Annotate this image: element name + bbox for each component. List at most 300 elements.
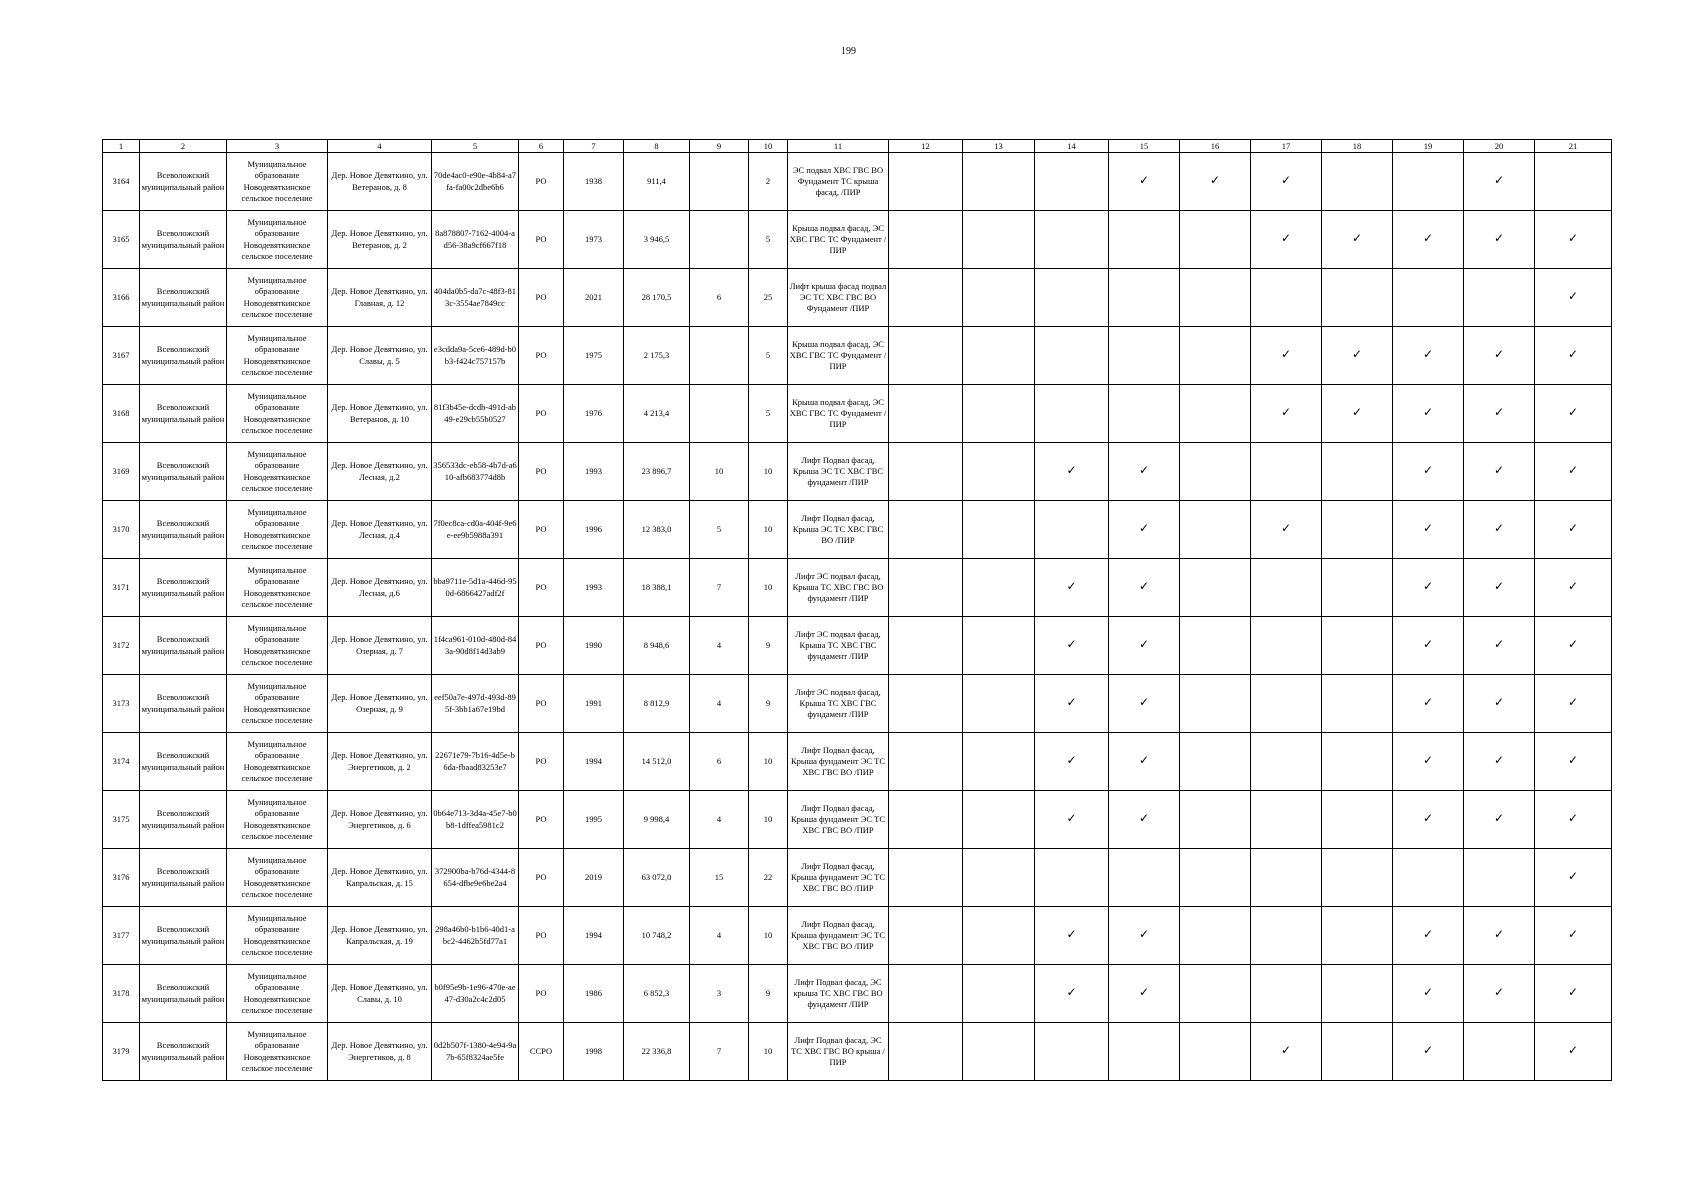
row-number-cell: 3167 <box>103 327 140 385</box>
column-number-cell: 7 <box>564 140 624 153</box>
work-column-18-cell <box>1322 791 1393 849</box>
row-number-cell: 3165 <box>103 211 140 269</box>
work-column-17-cell <box>1251 559 1322 617</box>
check-mark-icon: ✓ <box>1138 521 1150 536</box>
check-mark-icon: ✓ <box>1493 173 1505 188</box>
table-row <box>103 501 1612 559</box>
district-cell: Всеволожский муниципальный район <box>140 501 227 559</box>
row-number-cell: 3169 <box>103 443 140 501</box>
district-cell: Всеволожский муниципальный район <box>140 269 227 327</box>
check-mark-icon: ✓ <box>1422 1043 1434 1058</box>
address-cell: Дер. Новое Девяткино, ул. Главная, д. 12 <box>328 269 432 327</box>
check-mark-icon: ✓ <box>1422 753 1434 768</box>
check-mark-icon: ✓ <box>1280 521 1292 536</box>
work-column-15-cell <box>1109 559 1180 617</box>
fund-type-cell: РО <box>519 327 564 385</box>
fund-type-cell: РО <box>519 849 564 907</box>
area-cell: 3 946,5 <box>624 211 690 269</box>
column-number-cell: 17 <box>1251 140 1322 153</box>
works-list-cell: Крыша подвал фасад, ЭС ХВС ГВС ТС Фундамент /ПИР <box>788 385 889 443</box>
work-column-20-cell <box>1464 327 1535 385</box>
address-cell: Дер. Новое Девяткино, ул. Озерная, д. 9 <box>328 675 432 733</box>
check-mark-icon: ✓ <box>1066 579 1077 594</box>
check-mark-icon: ✓ <box>1351 231 1363 246</box>
district-cell: Всеволожский муниципальный район <box>140 675 227 733</box>
work-column-14-cell <box>1035 675 1109 733</box>
work-column-18-cell <box>1322 675 1393 733</box>
work-column-13-cell <box>963 907 1035 965</box>
work-column-15-cell <box>1109 211 1180 269</box>
district-cell: Всеволожский муниципальный район <box>140 965 227 1023</box>
build-year-cell: 1986 <box>564 965 624 1023</box>
column-number-cell: 10 <box>749 140 788 153</box>
work-column-17-cell <box>1251 1023 1322 1081</box>
fund-type-cell: РО <box>519 617 564 675</box>
works-list-cell: Лифт Подвал фасад, Крыша ЭС ТС ХВС ГВС фундамент /ПИР <box>788 443 889 501</box>
work-column-19-cell <box>1393 1023 1464 1081</box>
work-column-17-cell <box>1251 907 1322 965</box>
row-number-cell: 3174 <box>103 733 140 791</box>
work-column-21-cell <box>1535 791 1612 849</box>
work-column-12-cell <box>889 733 963 791</box>
municipality-cell: Муниципальное образование Новодевяткинское сельское поселение <box>227 559 328 617</box>
work-column-21-cell <box>1535 501 1612 559</box>
check-mark-icon: ✓ <box>1493 463 1505 478</box>
col-10-cell: 10 <box>749 559 788 617</box>
check-mark-icon: ✓ <box>1493 231 1505 246</box>
check-mark-icon: ✓ <box>1138 927 1150 942</box>
work-column-19-cell <box>1393 791 1464 849</box>
works-list-cell: Лифт Подвал фасад, ЭС крыша ТС ХВС ГВС ВО фундамент /ПИР <box>788 965 889 1023</box>
fias-code-cell: 22671e79-7b16-4d5e-b6da-fbaad83253e7 <box>432 733 519 791</box>
work-column-19-cell <box>1393 211 1464 269</box>
address-cell: Дер. Новое Девяткино, ул. Лесная, д.6 <box>328 559 432 617</box>
district-cell: Всеволожский муниципальный район <box>140 327 227 385</box>
work-column-20-cell <box>1464 153 1535 211</box>
fund-type-cell: РО <box>519 501 564 559</box>
area-cell: 14 512,0 <box>624 733 690 791</box>
column-number-cell: 9 <box>690 140 749 153</box>
check-mark-icon: ✓ <box>1567 753 1579 768</box>
work-column-20-cell <box>1464 559 1535 617</box>
fund-type-cell: РО <box>519 675 564 733</box>
work-column-16-cell <box>1180 559 1251 617</box>
work-column-12-cell <box>889 965 963 1023</box>
check-mark-icon: ✓ <box>1280 231 1292 246</box>
col-10-cell: 10 <box>749 501 788 559</box>
work-column-20-cell <box>1464 617 1535 675</box>
work-column-19-cell <box>1393 617 1464 675</box>
table-row <box>103 849 1612 907</box>
works-list-cell: Лифт Подвал фасад, Крыша фундамент ЭС ТС ХВС ГВС ВО /ПИР <box>788 791 889 849</box>
table-row <box>103 733 1612 791</box>
work-column-19-cell <box>1393 269 1464 327</box>
work-column-16-cell <box>1180 791 1251 849</box>
work-column-15-cell <box>1109 501 1180 559</box>
row-number-cell: 3177 <box>103 907 140 965</box>
area-cell: 63 072,0 <box>624 849 690 907</box>
address-cell: Дер. Новое Девяткино, ул. Славы, д. 10 <box>328 965 432 1023</box>
work-column-16-cell <box>1180 385 1251 443</box>
work-column-17-cell <box>1251 791 1322 849</box>
work-column-18-cell <box>1322 327 1393 385</box>
fias-code-cell: 356533dc-eb58-4b7d-a610-afb683774d8b <box>432 443 519 501</box>
table-row <box>103 675 1612 733</box>
work-column-12-cell <box>889 907 963 965</box>
check-mark-icon: ✓ <box>1493 637 1505 652</box>
check-mark-icon: ✓ <box>1138 985 1150 1000</box>
area-cell: 8 812,9 <box>624 675 690 733</box>
work-column-17-cell <box>1251 733 1322 791</box>
work-column-18-cell <box>1322 385 1393 443</box>
check-mark-icon: ✓ <box>1422 521 1434 536</box>
column-number-cell: 21 <box>1535 140 1612 153</box>
column-number-cell: 12 <box>889 140 963 153</box>
works-list-cell: Лифт Подвал фасад, Крыша ЭС ТС ХВС ГВС ВО /ПИР <box>788 501 889 559</box>
work-column-16-cell <box>1180 675 1251 733</box>
work-column-17-cell <box>1251 385 1322 443</box>
column-number-cell: 19 <box>1393 140 1464 153</box>
work-column-12-cell <box>889 269 963 327</box>
table-row <box>103 791 1612 849</box>
work-column-18-cell <box>1322 211 1393 269</box>
column-number-cell: 13 <box>963 140 1035 153</box>
column-number-cell: 18 <box>1322 140 1393 153</box>
work-column-15-cell <box>1109 791 1180 849</box>
work-column-18-cell <box>1322 733 1393 791</box>
works-list-cell: Крыша подвал фасад, ЭС ХВС ГВС ТС Фундамент /ПИР <box>788 327 889 385</box>
table-row <box>103 617 1612 675</box>
check-mark-icon: ✓ <box>1066 463 1077 478</box>
check-mark-icon: ✓ <box>1493 347 1505 362</box>
district-cell: Всеволожский муниципальный район <box>140 617 227 675</box>
work-column-12-cell <box>889 617 963 675</box>
check-mark-icon: ✓ <box>1422 347 1434 362</box>
district-cell: Всеволожский муниципальный район <box>140 385 227 443</box>
work-column-16-cell <box>1180 907 1251 965</box>
table-row <box>103 211 1612 269</box>
row-number-cell: 3164 <box>103 153 140 211</box>
work-column-14-cell <box>1035 617 1109 675</box>
work-column-21-cell <box>1535 617 1612 675</box>
works-list-cell: Лифт Подвал фасад, Крыша фундамент ЭС ТС ХВС ГВС ВО /ПИР <box>788 907 889 965</box>
district-cell: Всеволожский муниципальный район <box>140 443 227 501</box>
column-number-cell: 14 <box>1035 140 1109 153</box>
work-column-17-cell <box>1251 675 1322 733</box>
work-column-18-cell <box>1322 269 1393 327</box>
fias-code-cell: 0b64e713-3d4a-45e7-b0b8-1dffea5981c2 <box>432 791 519 849</box>
build-year-cell: 1991 <box>564 675 624 733</box>
address-cell: Дер. Новое Девяткино, ул. Ветеранов, д. 8 <box>328 153 432 211</box>
column-number-cell: 2 <box>140 140 227 153</box>
check-mark-icon: ✓ <box>1567 231 1579 246</box>
work-column-21-cell <box>1535 385 1612 443</box>
check-mark-icon: ✓ <box>1567 463 1579 478</box>
works-list-cell: Лифт ЭС подвал фасад, Крыша ТС ХВС ГВС фундамент /ПИР <box>788 675 889 733</box>
row-number-cell: 3168 <box>103 385 140 443</box>
row-number-cell: 3173 <box>103 675 140 733</box>
work-column-16-cell <box>1180 153 1251 211</box>
work-column-18-cell <box>1322 153 1393 211</box>
check-mark-icon: ✓ <box>1567 1043 1579 1058</box>
row-number-cell: 3171 <box>103 559 140 617</box>
work-column-13-cell <box>963 849 1035 907</box>
work-column-15-cell <box>1109 327 1180 385</box>
works-list-cell: Лифт Подвал фасад, ЭС ТС ХВС ГВС ВО крыша /ПИР <box>788 1023 889 1081</box>
work-column-14-cell <box>1035 907 1109 965</box>
work-column-21-cell <box>1535 443 1612 501</box>
table-row <box>103 965 1612 1023</box>
table-row <box>103 1023 1612 1081</box>
work-column-18-cell <box>1322 559 1393 617</box>
work-column-21-cell <box>1535 675 1612 733</box>
check-mark-icon: ✓ <box>1567 695 1579 710</box>
column-number-cell: 4 <box>328 140 432 153</box>
address-cell: Дер. Новое Девяткино, ул. Энергетиков, д. 2 <box>328 733 432 791</box>
work-column-20-cell <box>1464 385 1535 443</box>
work-column-16-cell <box>1180 733 1251 791</box>
work-column-17-cell <box>1251 617 1322 675</box>
column-number-cell: 11 <box>788 140 889 153</box>
check-mark-icon: ✓ <box>1422 463 1434 478</box>
work-column-18-cell <box>1322 1023 1393 1081</box>
col-9-cell <box>690 385 749 443</box>
check-mark-icon: ✓ <box>1138 753 1150 768</box>
col-10-cell: 5 <box>749 327 788 385</box>
fund-type-cell: РО <box>519 153 564 211</box>
fund-type-cell: РО <box>519 443 564 501</box>
municipality-cell: Муниципальное образование Новодевяткинское сельское поселение <box>227 501 328 559</box>
work-column-13-cell <box>963 733 1035 791</box>
work-column-14-cell <box>1035 791 1109 849</box>
area-cell: 4 213,4 <box>624 385 690 443</box>
fund-type-cell: РО <box>519 211 564 269</box>
address-cell: Дер. Новое Девяткино, ул. Славы, д. 5 <box>328 327 432 385</box>
municipality-cell: Муниципальное образование Новодевяткинское сельское поселение <box>227 965 328 1023</box>
area-cell: 911,4 <box>624 153 690 211</box>
registry-body <box>103 140 1612 1081</box>
work-column-13-cell <box>963 965 1035 1023</box>
work-column-12-cell <box>889 849 963 907</box>
work-column-18-cell <box>1322 965 1393 1023</box>
check-mark-icon: ✓ <box>1066 927 1077 942</box>
work-column-16-cell <box>1180 617 1251 675</box>
fias-code-cell: 8a878807-7162-4004-ad56-38a9cf667f18 <box>432 211 519 269</box>
work-column-20-cell <box>1464 675 1535 733</box>
work-column-19-cell <box>1393 675 1464 733</box>
work-column-16-cell <box>1180 443 1251 501</box>
build-year-cell: 1995 <box>564 791 624 849</box>
work-column-18-cell <box>1322 617 1393 675</box>
work-column-13-cell <box>963 501 1035 559</box>
work-column-20-cell <box>1464 791 1535 849</box>
build-year-cell: 1994 <box>564 907 624 965</box>
work-column-20-cell <box>1464 501 1535 559</box>
work-column-15-cell <box>1109 675 1180 733</box>
work-column-21-cell <box>1535 1023 1612 1081</box>
col-10-cell: 25 <box>749 269 788 327</box>
work-column-15-cell <box>1109 153 1180 211</box>
check-mark-icon: ✓ <box>1567 985 1579 1000</box>
check-mark-icon: ✓ <box>1209 173 1221 188</box>
district-cell: Всеволожский муниципальный район <box>140 907 227 965</box>
municipality-cell: Муниципальное образование Новодевяткинское сельское поселение <box>227 211 328 269</box>
check-mark-icon: ✓ <box>1422 985 1434 1000</box>
address-cell: Дер. Новое Девяткино, ул. Ветеранов, д. 10 <box>328 385 432 443</box>
district-cell: Всеволожский муниципальный район <box>140 211 227 269</box>
row-number-cell: 3170 <box>103 501 140 559</box>
area-cell: 18 388,1 <box>624 559 690 617</box>
col-10-cell: 5 <box>749 211 788 269</box>
work-column-13-cell <box>963 153 1035 211</box>
work-column-17-cell <box>1251 443 1322 501</box>
col-9-cell: 4 <box>690 617 749 675</box>
work-column-19-cell <box>1393 385 1464 443</box>
work-column-14-cell <box>1035 211 1109 269</box>
area-cell: 10 748,2 <box>624 907 690 965</box>
col-9-cell <box>690 327 749 385</box>
col-9-cell: 15 <box>690 849 749 907</box>
housing-registry-table <box>102 139 1612 1081</box>
address-cell: Дер. Новое Девяткино, ул. Капральская, д. 15 <box>328 849 432 907</box>
check-mark-icon: ✓ <box>1493 405 1505 420</box>
work-column-16-cell <box>1180 1023 1251 1081</box>
col-9-cell: 4 <box>690 675 749 733</box>
work-column-15-cell <box>1109 849 1180 907</box>
fund-type-cell: РО <box>519 385 564 443</box>
check-mark-icon: ✓ <box>1493 579 1505 594</box>
work-column-12-cell <box>889 327 963 385</box>
build-year-cell: 1975 <box>564 327 624 385</box>
work-column-20-cell <box>1464 1023 1535 1081</box>
col-10-cell: 9 <box>749 965 788 1023</box>
check-mark-icon: ✓ <box>1280 173 1292 188</box>
check-mark-icon: ✓ <box>1567 347 1579 362</box>
check-mark-icon: ✓ <box>1567 405 1579 420</box>
municipality-cell: Муниципальное образование Новодевяткинское сельское поселение <box>227 675 328 733</box>
build-year-cell: 1998 <box>564 1023 624 1081</box>
work-column-21-cell <box>1535 327 1612 385</box>
check-mark-icon: ✓ <box>1422 231 1434 246</box>
check-mark-icon: ✓ <box>1351 347 1363 362</box>
check-mark-icon: ✓ <box>1351 405 1363 420</box>
work-column-12-cell <box>889 501 963 559</box>
fund-type-cell: РО <box>519 559 564 617</box>
work-column-13-cell <box>963 385 1035 443</box>
row-number-cell: 3166 <box>103 269 140 327</box>
row-number-cell: 3176 <box>103 849 140 907</box>
table-row <box>103 559 1612 617</box>
work-column-15-cell <box>1109 907 1180 965</box>
col-9-cell: 6 <box>690 733 749 791</box>
work-column-19-cell <box>1393 907 1464 965</box>
column-number-cell: 20 <box>1464 140 1535 153</box>
work-column-19-cell <box>1393 153 1464 211</box>
work-column-21-cell <box>1535 211 1612 269</box>
work-column-16-cell <box>1180 211 1251 269</box>
municipality-cell: Муниципальное образование Новодевяткинское сельское поселение <box>227 617 328 675</box>
build-year-cell: 1994 <box>564 733 624 791</box>
work-column-13-cell <box>963 443 1035 501</box>
municipality-cell: Муниципальное образование Новодевяткинское сельское поселение <box>227 733 328 791</box>
fund-type-cell: ССРО <box>519 1023 564 1081</box>
col-9-cell: 7 <box>690 559 749 617</box>
work-column-14-cell <box>1035 501 1109 559</box>
check-mark-icon: ✓ <box>1280 347 1292 362</box>
check-mark-icon: ✓ <box>1493 753 1505 768</box>
municipality-cell: Муниципальное образование Новодевяткинское сельское поселение <box>227 385 328 443</box>
address-cell: Дер. Новое Девяткино, ул. Капральская, д. 19 <box>328 907 432 965</box>
address-cell: Дер. Новое Девяткино, ул. Лесная, д.2 <box>328 443 432 501</box>
fias-code-cell: b0f95e9b-1e96-470e-ae47-d30a2c4c2d05 <box>432 965 519 1023</box>
municipality-cell: Муниципальное образование Новодевяткинское сельское поселение <box>227 849 328 907</box>
work-column-13-cell <box>963 327 1035 385</box>
work-column-12-cell <box>889 559 963 617</box>
build-year-cell: 1938 <box>564 153 624 211</box>
build-year-cell: 2019 <box>564 849 624 907</box>
district-cell: Всеволожский муниципальный район <box>140 1023 227 1081</box>
fias-code-cell: bba9711e-5d1a-446d-950d-6866427adf2f <box>432 559 519 617</box>
work-column-18-cell <box>1322 907 1393 965</box>
fias-code-cell: eef50a7e-497d-493d-895f-3bb1a67e19bd <box>432 675 519 733</box>
check-mark-icon: ✓ <box>1493 521 1505 536</box>
area-cell: 12 383,0 <box>624 501 690 559</box>
check-mark-icon: ✓ <box>1422 811 1434 826</box>
col-9-cell: 6 <box>690 269 749 327</box>
address-cell: Дер. Новое Девяткино, ул. Лесная, д.4 <box>328 501 432 559</box>
col-10-cell: 9 <box>749 675 788 733</box>
work-column-20-cell <box>1464 907 1535 965</box>
work-column-15-cell <box>1109 733 1180 791</box>
row-number-cell: 3178 <box>103 965 140 1023</box>
check-mark-icon: ✓ <box>1422 927 1434 942</box>
check-mark-icon: ✓ <box>1422 579 1434 594</box>
check-mark-icon: ✓ <box>1138 463 1150 478</box>
works-list-cell: Лифт крыша фасад подвал ЭС ТС ХВС ГВС ВО Фундамент /ПИР <box>788 269 889 327</box>
col-9-cell <box>690 211 749 269</box>
work-column-12-cell <box>889 153 963 211</box>
build-year-cell: 1993 <box>564 559 624 617</box>
fias-code-cell: 1f4ca961-010d-480d-843a-90d8f14d3ab9 <box>432 617 519 675</box>
fias-code-cell: 7f0ec8ca-cd0a-404f-9e6e-ee9b5988a391 <box>432 501 519 559</box>
work-column-19-cell <box>1393 733 1464 791</box>
work-column-14-cell <box>1035 385 1109 443</box>
fias-code-cell: 298a46b0-b1b6-40d1-abc2-4462b5fd77a1 <box>432 907 519 965</box>
work-column-14-cell <box>1035 965 1109 1023</box>
work-column-16-cell <box>1180 327 1251 385</box>
col-9-cell: 5 <box>690 501 749 559</box>
work-column-20-cell <box>1464 849 1535 907</box>
column-number-cell: 8 <box>624 140 690 153</box>
works-list-cell: Лифт ЭС подвал фасад, Крыша ТС ХВС ГВС ВО фундамент /ПИР <box>788 559 889 617</box>
col-9-cell: 10 <box>690 443 749 501</box>
col-10-cell: 9 <box>749 617 788 675</box>
district-cell: Всеволожский муниципальный район <box>140 153 227 211</box>
work-column-15-cell <box>1109 965 1180 1023</box>
column-number-cell: 3 <box>227 140 328 153</box>
check-mark-icon: ✓ <box>1280 405 1292 420</box>
municipality-cell: Муниципальное образование Новодевяткинское сельское поселение <box>227 443 328 501</box>
check-mark-icon: ✓ <box>1422 405 1434 420</box>
district-cell: Всеволожский муниципальный район <box>140 791 227 849</box>
work-column-14-cell <box>1035 443 1109 501</box>
fund-type-cell: РО <box>519 269 564 327</box>
address-cell: Дер. Новое Девяткино, ул. Озерная, д. 7 <box>328 617 432 675</box>
table-row <box>103 907 1612 965</box>
check-mark-icon: ✓ <box>1138 173 1150 188</box>
col-10-cell: 10 <box>749 443 788 501</box>
table-row <box>103 153 1612 211</box>
